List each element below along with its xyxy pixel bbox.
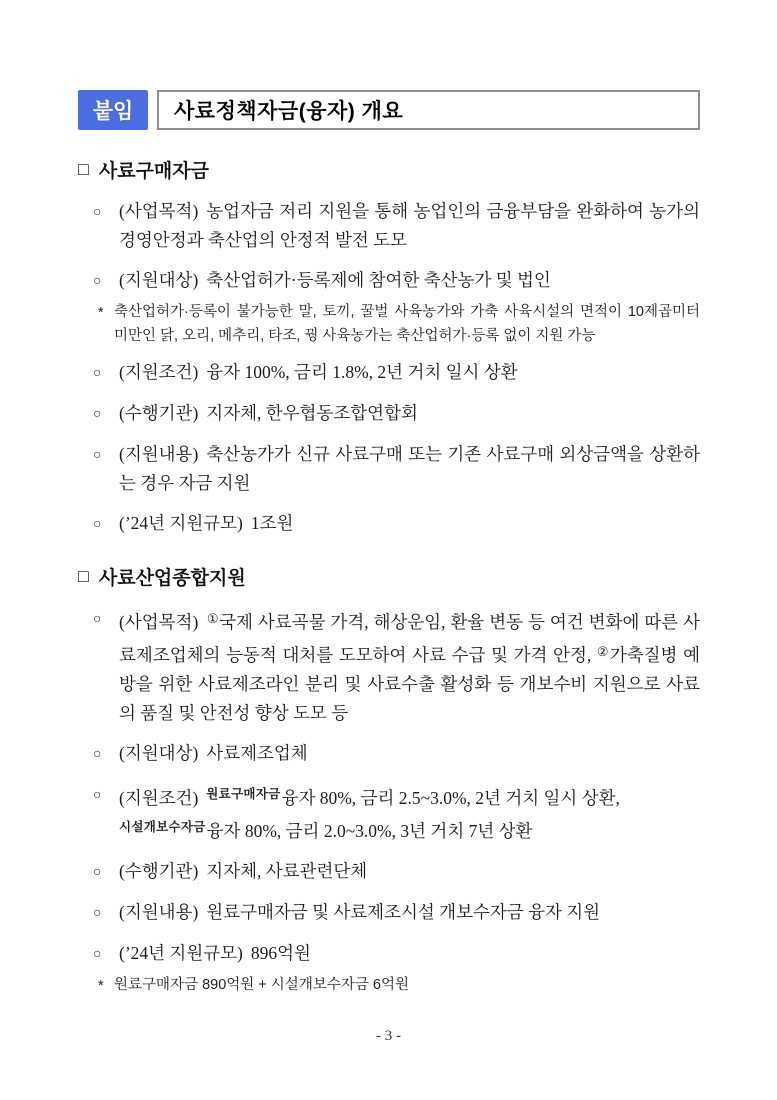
- superscript-raw-material-fund-label: 원료구매자금: [206, 787, 281, 801]
- circle-bullet-icon: ○: [93, 448, 102, 463]
- item-label: (수행기관): [119, 403, 199, 423]
- item-text: 1조원: [250, 513, 294, 533]
- list-item-target: [93, 266, 700, 296]
- asterisk-icon: *: [98, 305, 104, 321]
- square-bullet-icon: □: [78, 159, 89, 179]
- attachment-badge-label: 붙임: [92, 100, 134, 123]
- item-text: 가축질병 예방을 위한 사료제조라인 분리 및 사료수출 활성화 등 개보수비 지원으로 사료의 품질 및 안전성 향상 도모 등: [119, 645, 701, 723]
- list-item-conditions: [93, 358, 700, 388]
- item-text: 농업자금 저리 지원을 통해 농업인의 금융부담을 완화하여 농가의 경영안정과 축산업의 안정적 발전 도모: [119, 201, 700, 250]
- circle-bullet-icon: ○: [93, 366, 102, 381]
- item-text: 지자체, 사료관련단체: [206, 861, 368, 881]
- item-text: 896억원: [250, 943, 311, 963]
- item-text: 지자체, 한우협동조합연합회: [206, 403, 418, 423]
- item-text: 융자 80%, 금리 2.0~3.0%, 3년 거치 7년 상환: [206, 821, 533, 841]
- item-label: (지원대상): [119, 270, 199, 290]
- item-text-block: [119, 266, 700, 296]
- square-bullet-icon: □: [78, 566, 89, 586]
- item-label: (지원조건): [119, 362, 199, 382]
- item-label: (사업목적): [119, 201, 199, 221]
- circle-bullet-icon: ○: [93, 947, 102, 962]
- item-text-block: [119, 604, 700, 728]
- list-item-purpose: [93, 197, 700, 255]
- footnote-target-exceptions: [98, 300, 700, 348]
- attachment-badge: [78, 90, 148, 130]
- list-item-agency: [93, 857, 700, 887]
- item-text: 축산농가가 신규 사료구매 또는 기존 사료구매 외상금액을 상환하는 경우 자금 지원: [119, 444, 700, 493]
- circle-bullet-icon: ○: [93, 788, 102, 803]
- list-item-target: [93, 739, 700, 769]
- document-header: [78, 90, 700, 130]
- item-text: 융자 100%, 금리 1.8%, 2년 거치 일시 상환: [206, 362, 518, 382]
- item-text-block: [119, 197, 700, 255]
- item-text: 융자 80%, 금리 2.5~3.0%, 2년 거치 일시 상환,: [281, 788, 620, 808]
- item-label: (지원내용): [119, 444, 199, 464]
- circle-bullet-icon: ○: [93, 747, 102, 762]
- section-heading-label: 사료구매자금: [98, 161, 209, 182]
- circle-bullet-icon: ○: [93, 906, 102, 921]
- list-item-agency: [93, 399, 700, 429]
- circle-bullet-icon: ○: [93, 865, 102, 880]
- list-item-budget: [93, 939, 700, 969]
- list-item-contents: [93, 898, 700, 928]
- item-text-block: [119, 780, 700, 846]
- footnote-text: 축산업허가·등록이 불가능한 말, 토끼, 꿀벌 사육농가와 가축 사육시설의 면적이 10제곱미터 미만인 닭, 오리, 메추리, 타조, 꿩 사육농가는 축산업허가·등록 없이 지원 가능: [114, 304, 700, 344]
- item-text-block: [119, 739, 700, 769]
- circled-two-icon: ②: [596, 644, 610, 659]
- item-text-block: [119, 857, 700, 887]
- item-text-block: [119, 509, 700, 539]
- item-text-block: [119, 358, 700, 388]
- title-box: [157, 90, 700, 130]
- item-text: 축산업허가·등록제에 참여한 축산농가 및 법인: [206, 270, 551, 290]
- item-text: 국제 사료곡물 가격, 해상운임, 환율 변동 등 여건 변화에 따른 사료제조업체의 능동적 대처를 도모하여 사료 수급 및 가격 안정,: [119, 612, 700, 665]
- item-label: (지원내용): [119, 902, 199, 922]
- item-label: (사업목적): [119, 612, 199, 632]
- item-label: (지원조건): [119, 788, 199, 808]
- page-number: - 3 -: [376, 1028, 401, 1044]
- page-footer: [0, 1028, 777, 1045]
- item-text: 원료구매자금 및 사료제조시설 개보수자금 융자 지원: [206, 902, 601, 922]
- footnote-budget-breakdown: [98, 973, 700, 998]
- circle-bullet-icon: ○: [93, 612, 102, 627]
- section-heading-feed-purchase-fund: [78, 156, 700, 183]
- item-label: (’24년 지원규모): [119, 513, 243, 533]
- superscript-facility-repair-fund-label: 시설개보수자금: [119, 820, 206, 834]
- section-heading-label: 사료산업종합지원: [98, 568, 246, 589]
- item-text-block: [119, 939, 700, 969]
- circle-bullet-icon: ○: [93, 205, 102, 220]
- item-text-block: [119, 399, 700, 429]
- circled-one-icon: ①: [206, 611, 220, 626]
- item-label: (수행기관): [119, 861, 199, 881]
- list-item-purpose: [93, 604, 700, 728]
- item-label: (지원대상): [119, 743, 199, 763]
- list-item-conditions: [93, 780, 700, 846]
- page-title: 사료정책자금(융자) 개요: [174, 100, 404, 123]
- list-item-contents: [93, 440, 700, 498]
- item-text-block: [119, 898, 700, 928]
- list-item-budget: [93, 509, 700, 539]
- item-text-block: [119, 440, 700, 498]
- circle-bullet-icon: ○: [93, 517, 102, 532]
- item-label: (’24년 지원규모): [119, 943, 243, 963]
- item-text: 사료제조업체: [206, 743, 308, 763]
- footnote-text: 원료구매자금 890억원 + 시설개보수자금 6억원: [114, 977, 409, 993]
- asterisk-icon: *: [98, 978, 104, 994]
- section-heading-feed-industry-support: [78, 563, 700, 590]
- circle-bullet-icon: ○: [93, 274, 102, 289]
- circle-bullet-icon: ○: [93, 407, 102, 422]
